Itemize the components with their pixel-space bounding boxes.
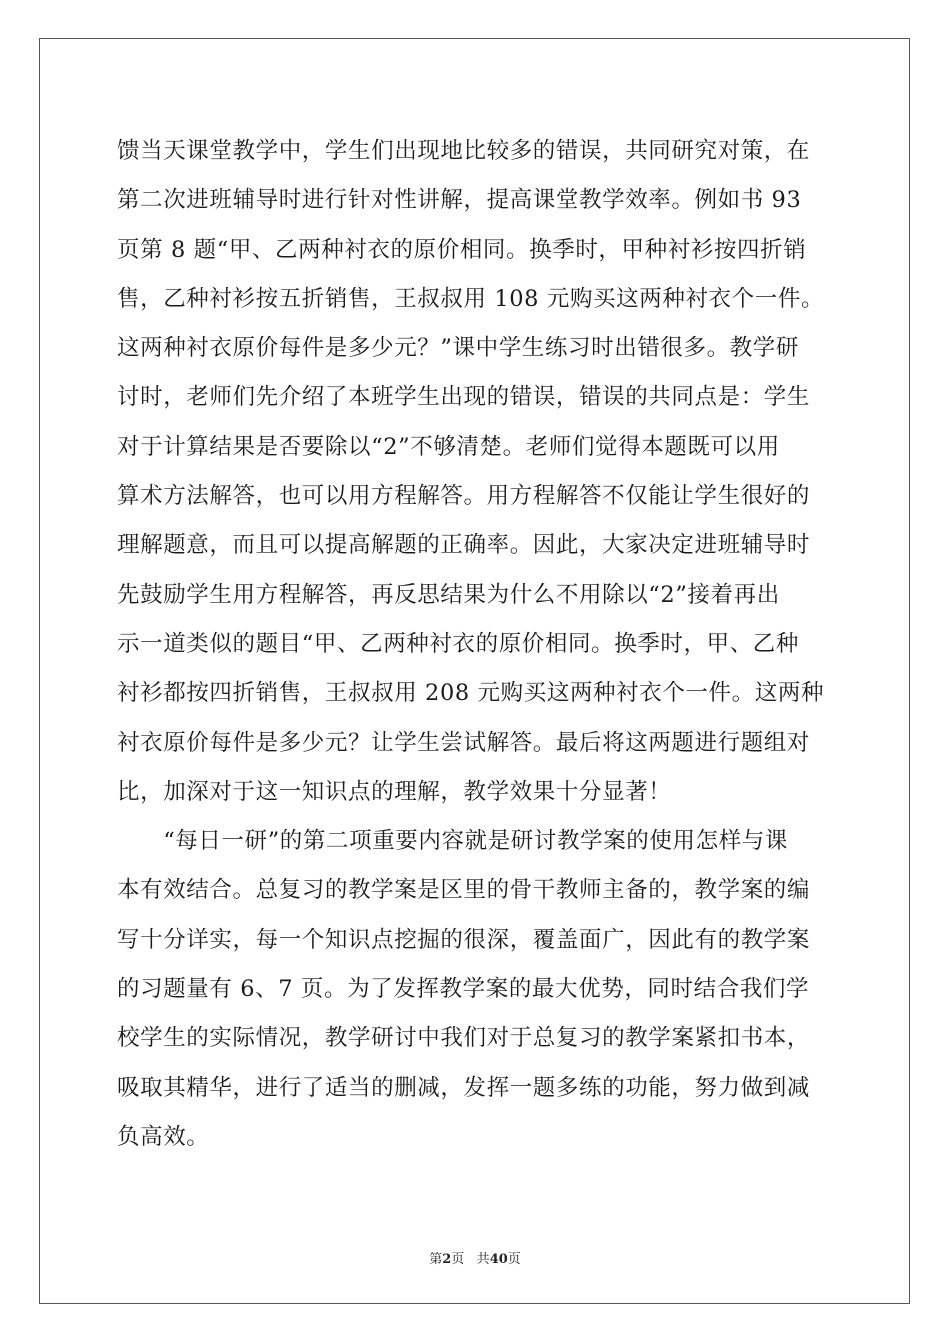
text-line: 衬衫都按四折销售，王叔叔用 208 元购买这两种衬衣个一件。这两种 xyxy=(117,680,825,707)
text-line: 讨时，老师们先介绍了本班学生出现的错误，错误的共同点是：学生 xyxy=(117,384,811,411)
text-line: 这两种衬衣原价每件是多少元？”课中学生练习时出错很多。教学研 xyxy=(117,335,800,362)
footer-total-prefix: 共 xyxy=(476,1252,490,1267)
text-line: 馈当天课堂教学中，学生们出现地比较多的错误，共同研究对策，在 xyxy=(117,138,811,164)
text-line: 理解题意，而且可以提高解题的正确率。因此，大家决定进班辅导时 xyxy=(117,532,811,559)
text-line: 示一道类似的题目“甲、乙两种衬衣的原价相同。换季时，甲、乙种 xyxy=(117,630,800,657)
text-line: 第二次进班辅导时进行针对性讲解，提高课堂教学效率。例如书 93 xyxy=(117,187,802,214)
text-line: 吸取其精华，进行了适当的删减，发挥一题多练的功能，努力做到减 xyxy=(117,1074,811,1101)
text-line: 算术方法解答，也可以用方程解答。用方程解答不仅能让学生很好的 xyxy=(117,483,811,510)
page-footer xyxy=(0,1248,950,1267)
text-line: 售，乙种衬衫按五折销售，王叔叔用 108 元购买这两种衬衣个一件。 xyxy=(117,285,825,312)
text-line: 负高效。 xyxy=(117,1123,210,1150)
text-line: 衬衣原价每件是多少元？让学生尝试解答。最后将这两题进行题组对 xyxy=(117,729,811,756)
text-line: “每日一研”的第二项重要内容就是研讨教学案的使用怎样与课 xyxy=(117,828,789,855)
text-line: 先鼓励学生用方程解答，再反思结果为什么不用除以“2”接着再出 xyxy=(117,581,780,608)
text-line: 本有效结合。总复习的教学案是区里的骨干教师主备的，教学案的编 xyxy=(117,877,811,904)
footer-page-suffix: 页 xyxy=(451,1252,465,1267)
footer-page-number: 2 xyxy=(442,1252,452,1267)
text-line: 写十分详实，每一个知识点挖掘的很深，覆盖面广，因此有的教学案 xyxy=(117,926,811,953)
text-line: 校学生的实际情况，教学研讨中我们对于总复习的教学案紧扣书本， xyxy=(117,1025,811,1052)
text-line: 的习题量有 6、7 页。为了发挥教学案的最大优势，同时结合我们学 xyxy=(117,976,810,1003)
footer-total-pages: 40 xyxy=(489,1252,508,1267)
footer-page-prefix: 第 xyxy=(429,1252,443,1267)
text-line: 对于计算结果是否要除以“2”不够清楚。老师们觉得本题既可以用 xyxy=(117,433,780,460)
text-line: 页第 8 题“甲、乙两种衬衣的原价相同。换季时，甲种衬衫按四折销 xyxy=(117,236,807,263)
document-body xyxy=(117,127,833,1162)
text-line: 比，加深对于这一知识点的理解，教学效果十分显著！ xyxy=(117,778,672,805)
footer-total-suffix: 页 xyxy=(507,1252,521,1267)
